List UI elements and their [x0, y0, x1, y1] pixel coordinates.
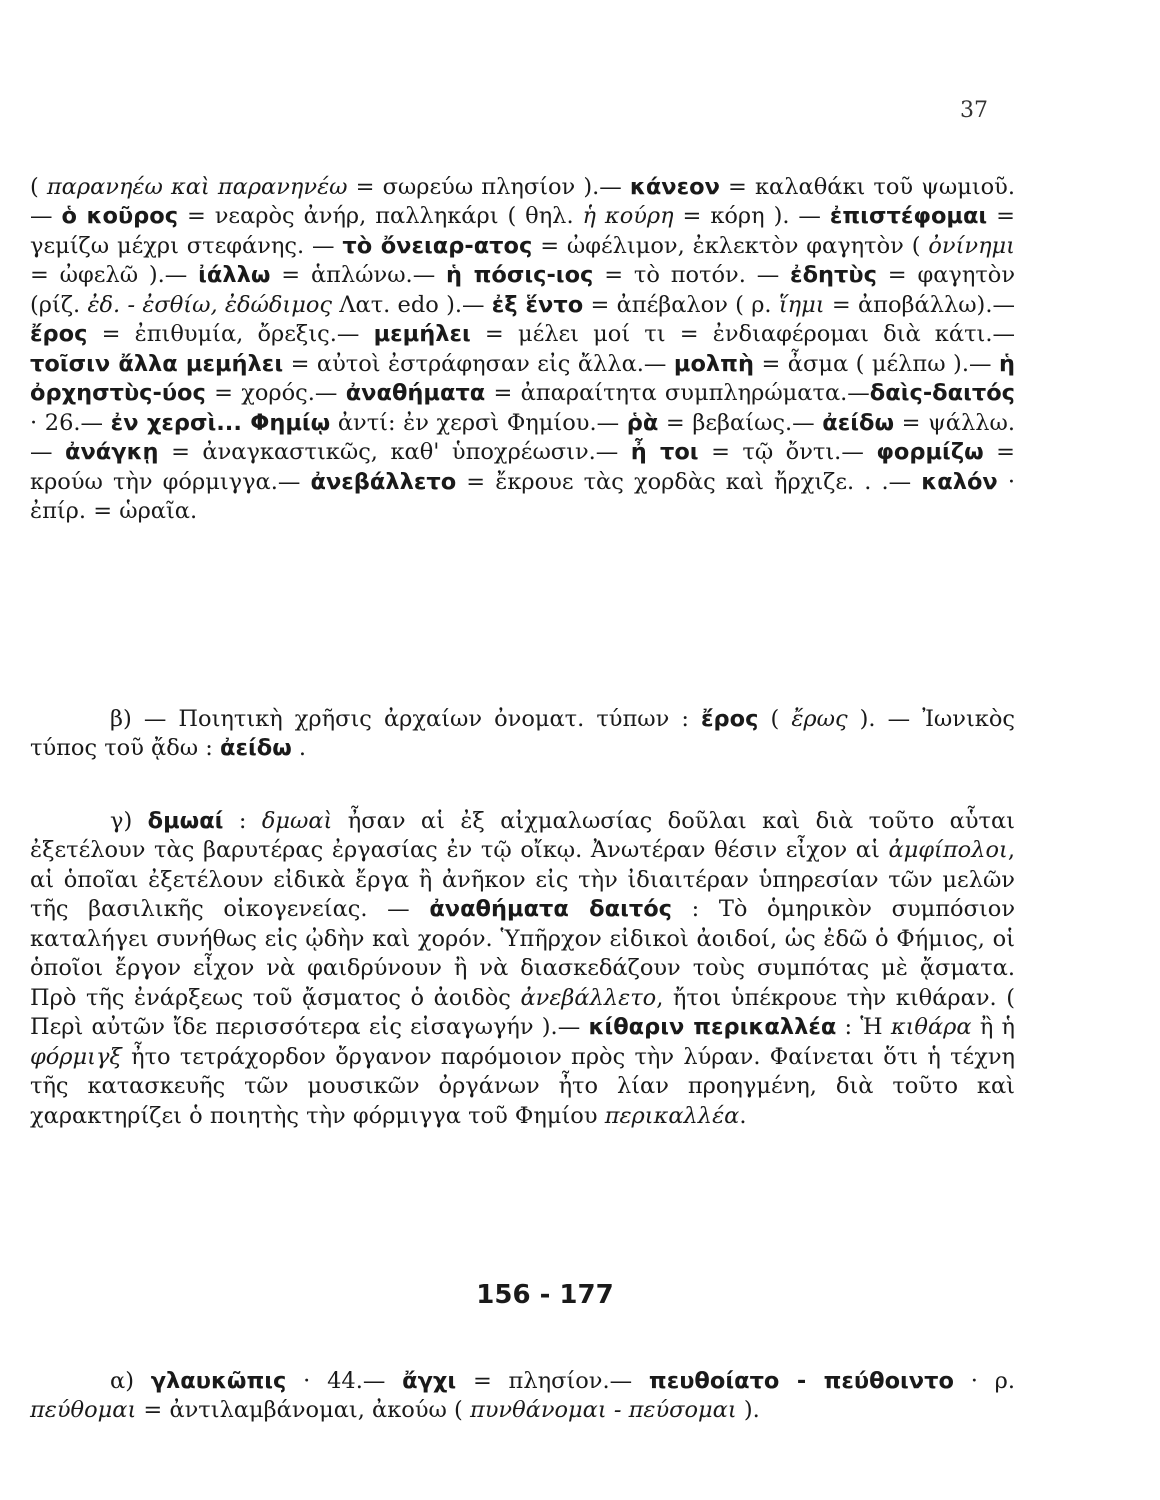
text: ). — Ἰωνικὸς τύπος τοῦ ᾄδω : — [30, 705, 1015, 761]
italic-term: ἡ κούρη — [582, 203, 674, 229]
text: , αἱ ὁποῖαι ἐξετέλουν εἰδικὰ ἔργα ἢ ἀνῆκον εἰς τὴν ἰδιαιτέραν ὑπηρεσίαν τῶν μελῶν τῆς βασιλικῆς οἰκογενείας. — — [30, 837, 1015, 922]
bold-term: ἔρος — [30, 321, 88, 347]
italic-term: περικαλλέα — [604, 1102, 740, 1129]
text: = νεαρὸς ἀνήρ, παλληκάρι ( θηλ. — [178, 203, 583, 229]
text: α) — [110, 1367, 151, 1394]
text: γ) — [110, 807, 148, 834]
bold-term: ἀναθήματα — [345, 380, 486, 406]
bold-term: πευθοίατο - πεύθοιντο — [648, 1367, 954, 1394]
italic-term: ἀνεβάλλετο — [520, 984, 657, 1011]
bold-term: δμωαί — [147, 807, 224, 834]
text: Λατ. edo ).— — [332, 291, 492, 318]
text: ἢ ἡ — [971, 1014, 1015, 1040]
italic-term: ὀνίνημι — [928, 232, 1015, 259]
text: = ἀναγκαστικῶς, καθ' ὑποχρέωσιν.— — [158, 439, 631, 465]
bold-term: ἄγχι — [402, 1367, 457, 1394]
text: = τῷ ὄντι.— — [698, 439, 877, 465]
page-number: 37 — [960, 98, 988, 123]
bold-term: τοῖσιν ἄλλα μεμήλει — [30, 350, 284, 377]
text: : Ἡ — [836, 1014, 891, 1040]
text: = ἀντιλαμβάνομαι, ἀκούω ( — [136, 1397, 470, 1423]
italic-term: ἀμφίπολοι — [888, 837, 1008, 863]
text: = τὸ ποτόν. — — [593, 262, 791, 288]
text: = ἐπιθυμία, ὄρεξις.— — [87, 321, 374, 347]
text: = καλαθάκι τοῦ ψωμιοῦ. — — [30, 173, 1016, 229]
italic-term: πεύθομαι — [30, 1397, 137, 1423]
text: = ἆσμα ( μέλπω ).— — [753, 350, 999, 377]
bold-term: ἡ πόσις-ιος — [446, 262, 594, 288]
text: = πλησίον.— — [456, 1367, 649, 1394]
text: = γεμίζω μέχρι στεφάνης. — — [30, 203, 1015, 259]
text: ἀντί: ἐν χερσὶ Φημίου.— — [330, 409, 627, 436]
bold-term: μολπὴ — [673, 350, 754, 377]
text: . — [291, 735, 307, 761]
bold-term: ἀναθήματα δαιτός — [429, 896, 672, 922]
bold-term: ἐπιστέφομαι — [829, 203, 988, 229]
bold-term: ἀνεβάλλετο — [310, 468, 457, 495]
bold-term: ἰάλλω — [198, 262, 271, 288]
text: : Τὸ ὁμηρικὸν συμπόσιον καταλήγει συνήθως εἰς ᾠδὴν καὶ χορόν. Ὑπῆρχον εἰδικοὶ ἀοιδοί, ὡς ἐδῶ ὁ Φήμιος, οἱ ὁποῖοι ἔργον εἶχον νὰ φαιδρύνουν ἢ νὰ διασκεδάζουν τοὺς συμπότας μὲ ᾄσματα. Πρὸ τῆς ἐνάρξεως τοῦ ᾄσματος ὁ ἀοιδὸς — [30, 896, 1015, 1011]
bold-term: ἀείδω — [822, 409, 895, 436]
text: = ψάλλω.— — [30, 409, 1015, 465]
text: ἦσαν αἱ ἐξ αἰχμαλωσίας δοῦλαι καὶ διὰ τοῦτο αὗται ἐξετέλουν τὰς βαρυτέρας ἐργασίας ἐν τῷ οἴκῳ. Ἀνωτέραν θέσιν εἶχον αἱ — [30, 807, 1015, 863]
text: = βεβαίως.— — [658, 409, 823, 436]
text: = φαγητὸν (ρίζ. — [30, 262, 1016, 318]
text: = αὐτοὶ ἐστράφησαν εἰς ἄλλα.— — [283, 350, 674, 377]
bold-term: ἀείδω — [220, 735, 292, 761]
text: = ἁπλώνω.— — [270, 262, 447, 288]
text: ( — [758, 705, 792, 732]
italic-term: κιθάρα — [890, 1014, 972, 1040]
bold-term: ἐδητὺς — [790, 262, 877, 288]
text: · 26.— — [30, 409, 111, 436]
bold-term: ἦ τοι — [630, 439, 699, 465]
bold-term: ἐξ ἕντο — [491, 291, 584, 318]
text: · ρ. — [953, 1367, 1015, 1394]
italic-term: ἔρως — [791, 705, 848, 732]
text: , ἤτοι ὑπέκρουε τὴν κιθάραν. ( Περὶ αὐτῶν ἴδε περισσότερα εἰς εἰσαγωγήν ).— — [30, 984, 1015, 1040]
section-heading: 156 - 177 — [476, 1280, 614, 1310]
bold-term: κάνεον — [629, 173, 720, 200]
bold-term: ὁ κοῦρος — [61, 203, 179, 229]
bold-term: γλαυκῶπις — [150, 1367, 287, 1394]
text: ( — [30, 173, 47, 200]
text: = κρούω τὴν φόρμιγγα.— — [30, 439, 1016, 495]
text: = ἀπαραίτητα συμπληρώματα.— — [485, 380, 870, 406]
bold-term: φορμίζω — [876, 439, 984, 465]
text: β) — Ποιητικὴ χρῆσις ἀρχαίων ὀνοματ. τύπων : — [110, 705, 701, 732]
bold-term: μεμήλει — [373, 321, 471, 347]
italic-term: ἵημι — [778, 291, 825, 318]
bold-term: ἐν χερσὶ... Φημίῳ — [110, 409, 331, 436]
text: · 44.— — [286, 1367, 403, 1394]
italic-term: φόρμιγξ — [30, 1043, 122, 1070]
glossary-paragraph-1 — [30, 173, 1015, 527]
text: . — [739, 1102, 747, 1129]
usage-note-paragraph — [30, 705, 1015, 764]
bold-term: δαὶς-δαιτός — [869, 380, 1015, 406]
text: ἦτο τετράχορδον ὄργανον παρόμοιον πρὸς τὴν λύραν. Φαίνεται ὅτι ἡ τέχνη τῆς κατασκευῆς τῶν μουσικῶν ὀργάνων ἦτο λίαν προηγμένη, διὰ τοῦτο καὶ χαρακτηρίζει ὁ ποιητὴς τὴν φόρμιγγα τοῦ Φημίου — [30, 1043, 1015, 1129]
italic-term: παρανηέω καὶ παρανηνέω — [46, 173, 348, 200]
bold-term: ἀνάγκῃ — [65, 439, 159, 465]
bold-term: καλόν — [921, 468, 998, 495]
text: : — [223, 807, 262, 834]
text: = μέλει μοί τι = ἐνδιαφέρομαι διὰ κάτι.— — [470, 321, 1015, 347]
commentary-paragraph — [30, 807, 1015, 1132]
bold-term: κίθαριν περικαλλέα — [588, 1014, 837, 1040]
text: = χορός.— — [205, 380, 346, 406]
text: = ἀποβάλλω).— — [824, 291, 1015, 318]
text: = σωρεύω πλησίον ).— — [347, 173, 630, 200]
text: ). — [736, 1397, 760, 1423]
text: = ἀπέβαλον ( ρ. — [583, 291, 779, 318]
text: = ὠφέλιμον, ἐκλεκτὸν φαγητὸν ( — [532, 232, 929, 259]
bold-term: τὸ ὄνειαρ-ατος — [342, 232, 533, 259]
text: = ἔκρουε τὰς χορδὰς καὶ ἤρχιζε. . .— — [456, 468, 922, 495]
italic-term: πυνθάνομαι - πεύσομαι — [469, 1397, 737, 1423]
text: = ὠφελῶ ).— — [30, 262, 199, 288]
text: · ἐπίρ. = ὡραῖα. — [30, 468, 1016, 524]
bold-term: ἔρος — [701, 705, 759, 732]
text: = κόρη ). — — [673, 203, 830, 229]
bold-term: ἡ ὀρχηστὺς-ύος — [30, 350, 1015, 406]
bold-term: ῥὰ — [626, 409, 659, 436]
italic-term: δμωαὶ — [261, 807, 333, 834]
italic-term: ἐδ. - ἐσθίω, ἐδώδιμος — [87, 291, 332, 318]
glossary-paragraph-2 — [30, 1367, 1015, 1426]
